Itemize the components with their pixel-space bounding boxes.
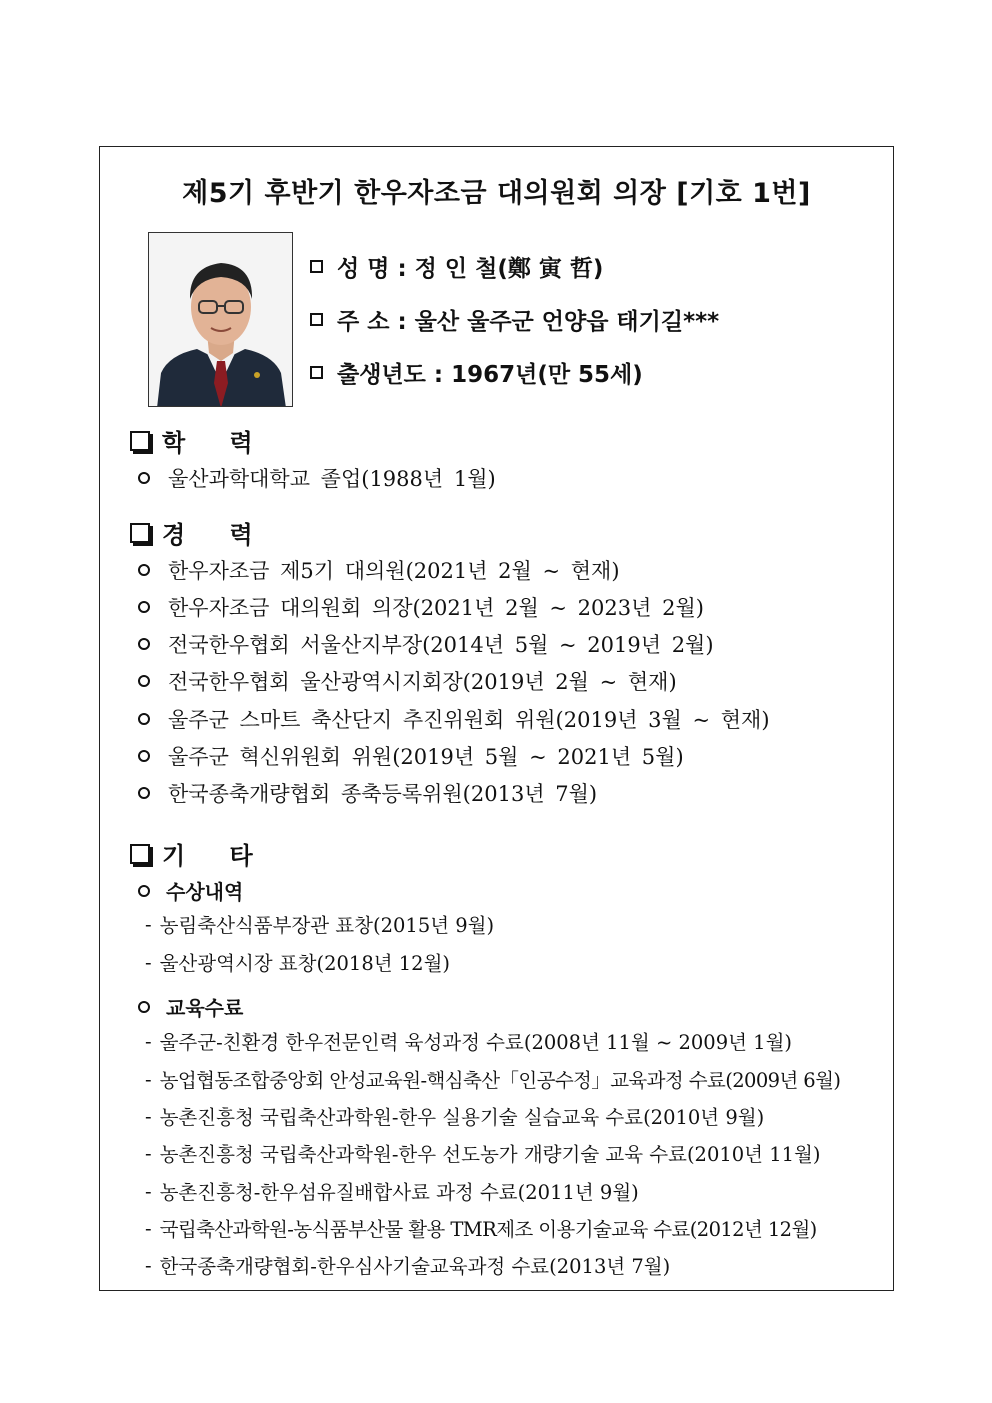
award-item: - 농림축산식품부장관 표창(2015년 9월) (145, 912, 495, 937)
career-heading: 경 력 (130, 515, 271, 550)
circle-bullet-icon (138, 750, 150, 762)
circle-bullet-icon (138, 1001, 150, 1013)
name-text: 성 명 : 정 인 철(鄭 寅 哲) (337, 256, 604, 282)
circle-bullet-icon (138, 638, 150, 650)
career-item: 울주군 혁신위원회 위원(2019년 5월 ~ 2021년 5월) (138, 741, 684, 771)
training-item: - 국립축산과학원-농식품부산물 활용 TMR제조 이용기술교육 수료(2012년 12월) (145, 1216, 817, 1241)
circle-bullet-icon (138, 787, 150, 799)
career-item: 울주군 스마트 축산단지 추진위원회 위원(2019년 3월 ~ 현재) (138, 704, 770, 734)
career-item: 전국한우협회 울산광역시지회장(2019년 2월 ~ 현재) (138, 666, 677, 696)
career-item: 한우자조금 제5기 대의원(2021년 2월 ~ 현재) (138, 555, 620, 585)
career-item: 한국종축개량협회 종축등록위원(2013년 7월) (138, 778, 597, 808)
training-heading: 교육수료 (138, 992, 243, 1021)
career-item: 한우자조금 대의원회 의장(2021년 2월 ~ 2023년 2월) (138, 592, 704, 622)
address-text: 주 소 : 울산 울주군 언양읍 태기길*** (337, 309, 720, 335)
circle-bullet-icon (138, 675, 150, 687)
career-item: 전국한우협회 서울산지부장(2014년 5월 ~ 2019년 2월) (138, 629, 714, 659)
awards-heading: 수상내역 (138, 876, 243, 905)
education-item: 울산과학대학교 졸업(1988년 1월) (138, 463, 496, 493)
training-item: - 울주군-친환경 한우전문인력 육성과정 수료(2008년 11월 ~ 2009년 1월) (145, 1029, 793, 1054)
address-row (310, 303, 719, 336)
training-item: - 농촌진흥청-한우섬유질배합사료 과정 수료(2011년 9월) (145, 1179, 639, 1204)
education-heading: 학 력 (130, 423, 271, 458)
birth-text: 출생년도 : 1967년(만 55세) (337, 362, 643, 388)
other-heading: 기 타 (130, 836, 271, 871)
checkbox-square-icon (310, 313, 323, 326)
circle-bullet-icon (138, 885, 150, 897)
profile-photo (148, 232, 293, 407)
checkbox-square-icon (310, 260, 323, 273)
birth-row (310, 356, 643, 389)
section-box-icon (130, 523, 150, 543)
award-item: - 울산광역시장 표창(2018년 12월) (145, 950, 451, 975)
circle-bullet-icon (138, 564, 150, 576)
training-item: - 농촌진흥청 국립축산과학원-한우 선도농가 개량기술 교육 수료(2010년 11월) (145, 1141, 821, 1166)
document-frame (99, 146, 894, 1291)
portrait-image (149, 233, 293, 407)
checkbox-square-icon (310, 366, 323, 379)
training-item: - 한국종축개량협회-한우심사기술교육과정 수료(2013년 7월) (145, 1253, 671, 1278)
training-item: - 농촌진흥청 국립축산과학원-한우 실용기술 실습교육 수료(2010년 9월) (145, 1104, 765, 1129)
section-box-icon (130, 431, 150, 451)
section-box-icon (130, 844, 150, 864)
training-item: - 농업협동조합중앙회 안성교육원-핵심축산「인공수정」교육과정 수료(2009년 6월) (145, 1067, 841, 1092)
circle-bullet-icon (138, 472, 150, 484)
page-title: 제5기 후반기 한우자조금 대의원회 의장 [기호 1번] (182, 178, 811, 209)
name-row (310, 250, 603, 283)
circle-bullet-icon (138, 601, 150, 613)
circle-bullet-icon (138, 713, 150, 725)
